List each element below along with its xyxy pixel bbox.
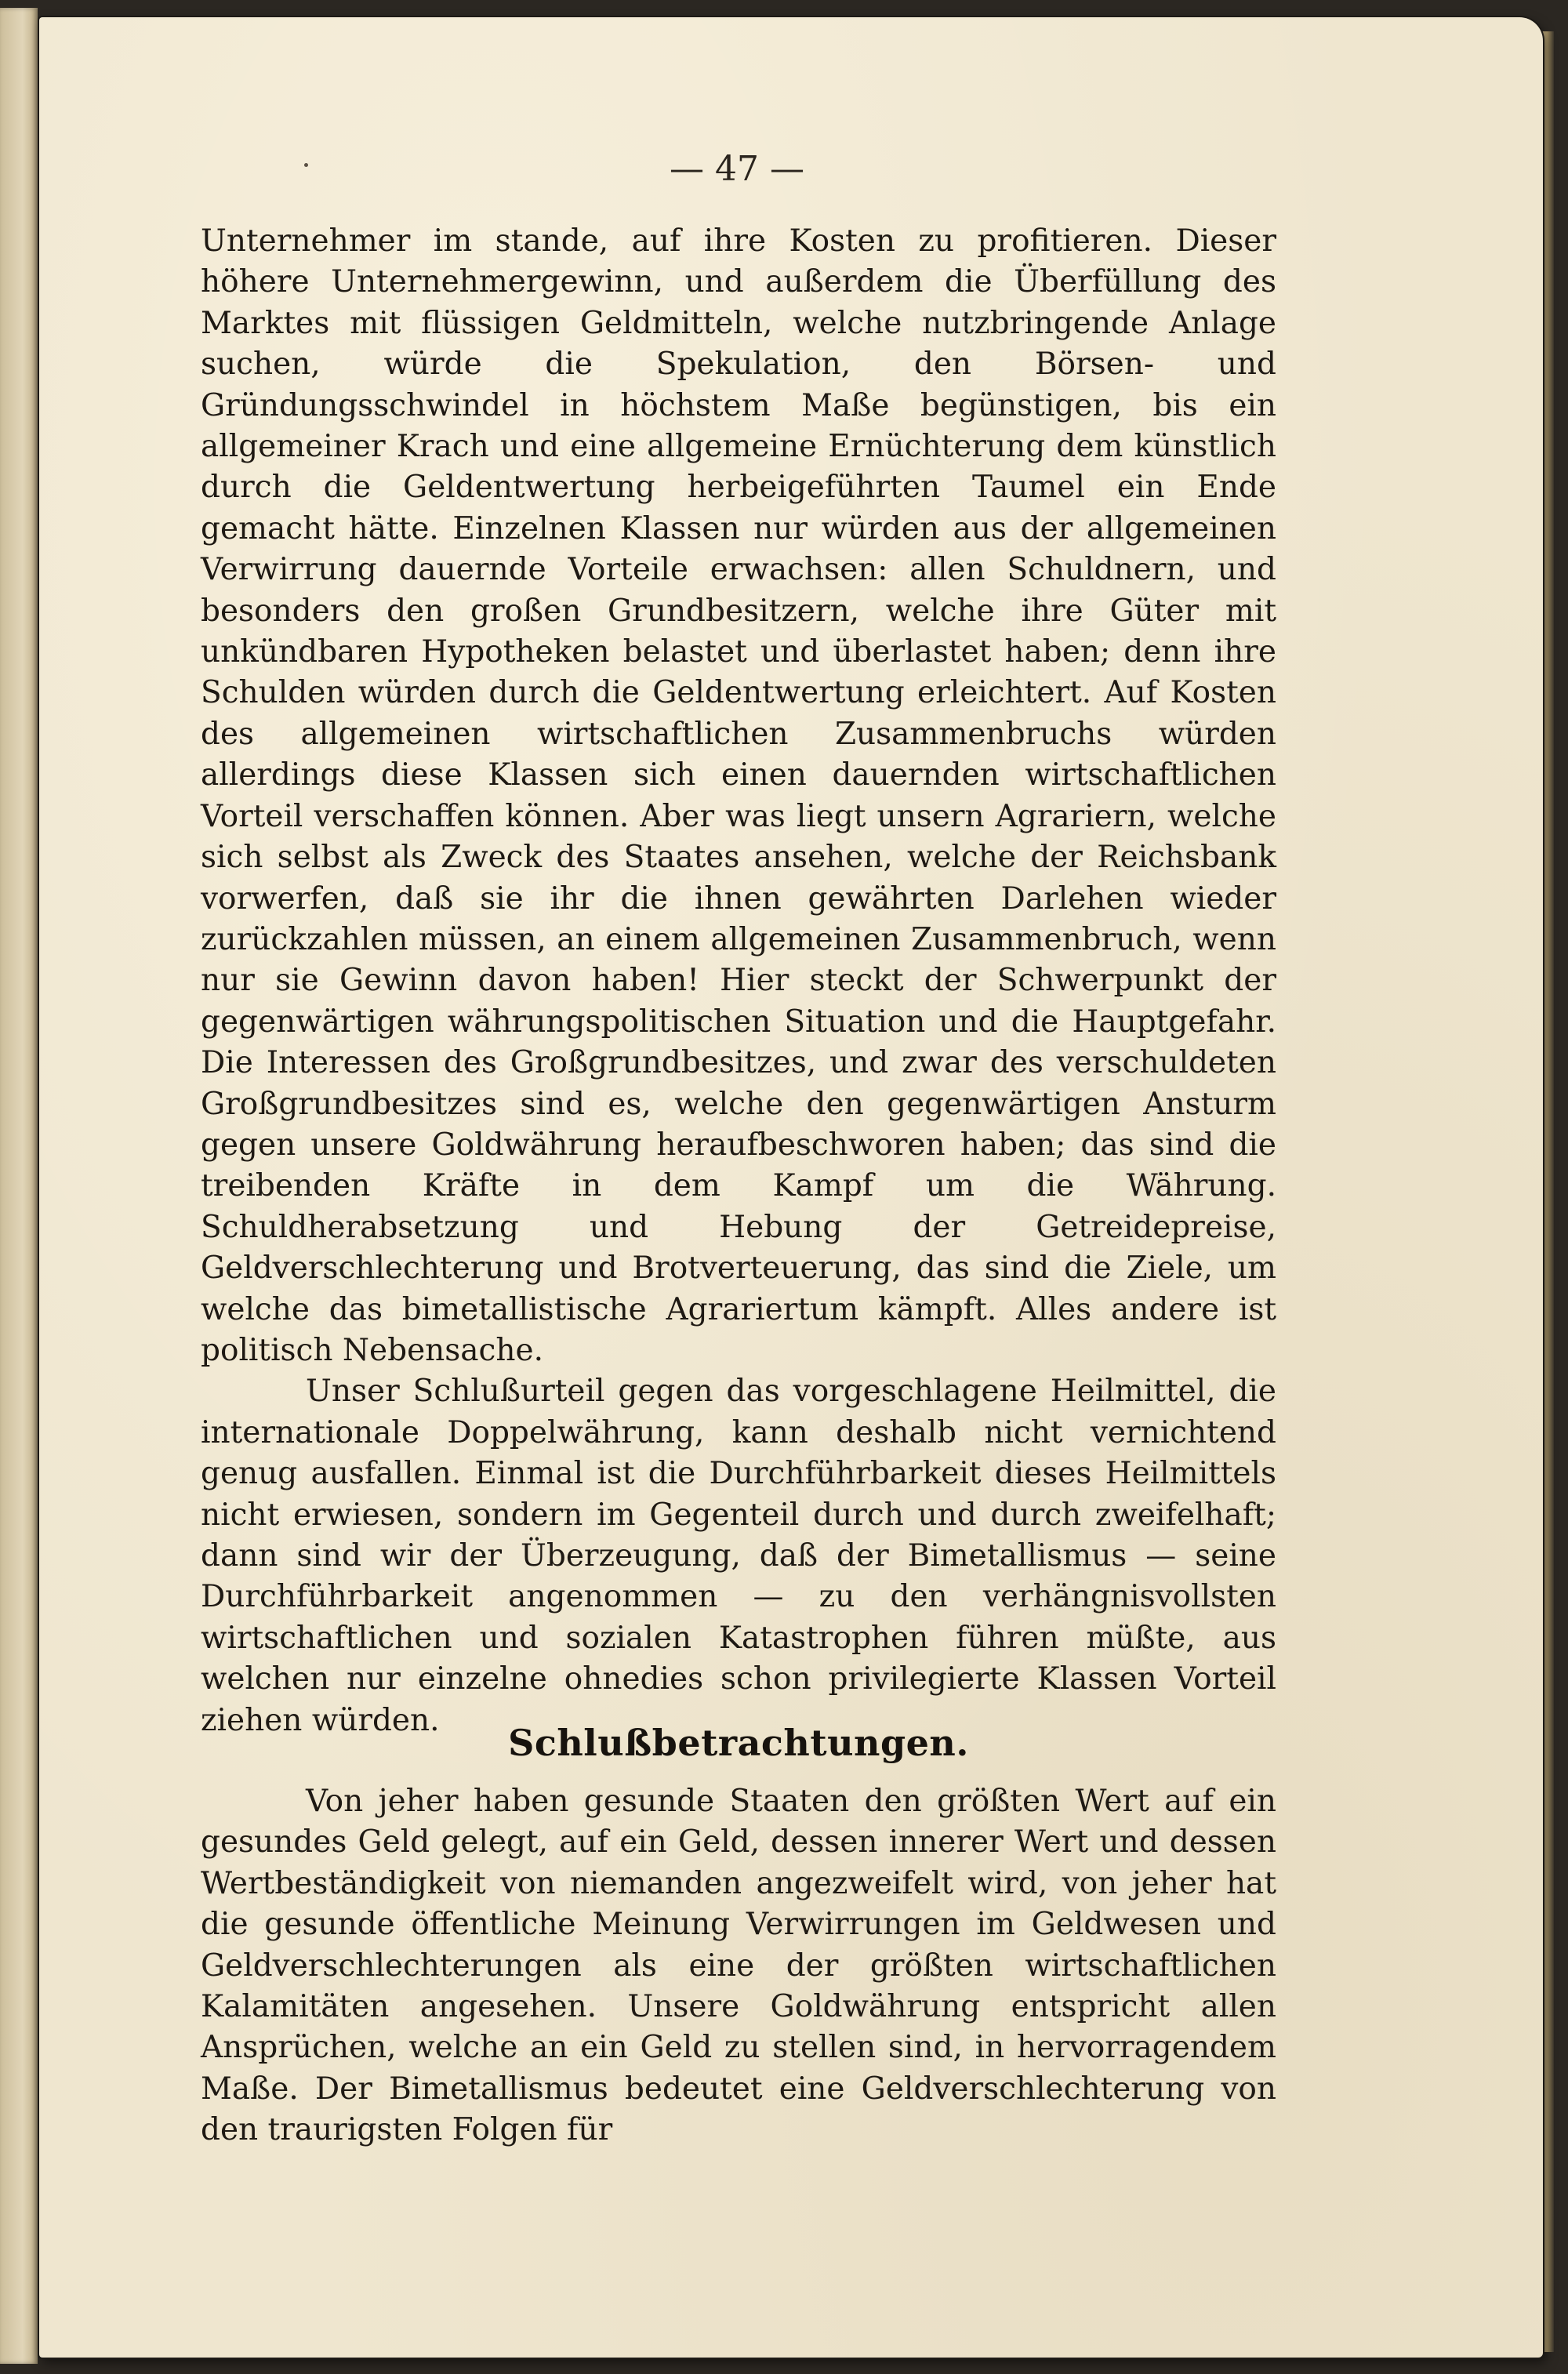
paragraph: Unternehmer im stande, auf ihre Kosten zu profitieren. Dieser höhere Unternehmergewinn, und außerdem die Überfüllung des Marktes mit flüssigen Geldmitteln, welche nutzbringende Anlage suchen, würde die Spekulation, den Börsen- und Gründungsschwindel in höchstem Maße begünstigen, bis ein allgemeiner Krach und eine allgemeine Ernüchterung dem künstlich durch die Geldentwertung herbeigeführten Taumel ein Ende gemacht hätte. Einzelnen Klassen nur würden aus der allgemeinen Verwirrung dauernde Vorteile erwachsen: allen Schuldnern, und besonders den großen Grundbesitzern, welche ihre Güter mit unkündbaren Hypotheken belastet und überlastet haben; denn ihre Schulden würden durch die Geldentwertung erleichtert. Auf Kosten des allgemeinen wirtschaftlichen Zusammenbruchs würden allerdings diese Klassen sich einen dauernden wirtschaftlichen Vorteil verschaffen können. Aber was liegt unsern Agrariern, welche sich selbst als Zweck des Staates ansehen, welche der Reichsbank vorwerfen, daß sie ihr die ihnen gewährten Darlehen wieder zurückzahlen müssen, an einem allgemeinen Zusammenbruch, wenn nur sie Gewinn davon haben! Hier steckt der Schwerpunkt der gegenwärtigen währungspolitischen Situation und die Hauptgefahr. Die Interessen des Großgrundbesitzes, und zwar des verschuldeten Großgrundbesitzes sind es, welche den gegenwärtigen Ansturm gegen unsere Goldwährung heraufbeschworen haben; das sind die treibenden Kräfte in dem Kampf um die Währung. Schuldherabsetzung und Hebung der Getreidepreise, Geldverschlechterung und Brotverteuerung, das sind die Ziele, um welche das bimetallistische Agrariertum kämpft. Alles andere ist politisch Nebensache. xyxy=(201,223,1276,1368)
section-heading: Schlußbetrachtungen. xyxy=(508,1722,969,1764)
page-number: — 47 — xyxy=(670,149,804,189)
ink-speck xyxy=(304,163,308,167)
body-text xyxy=(201,221,1276,1741)
section-body-text xyxy=(201,1781,1276,2151)
previous-page-edge xyxy=(0,8,38,2364)
paragraph: Unser Schlußurteil gegen das vorgeschlagene Heilmittel, die internationale Doppelwährung, kann deshalb nicht vernichtend genug ausfallen. Einmal ist die Durchführbarkeit dieses Heilmittels nicht erwiesen, sondern im Gegenteil durch und durch zweifelhaft; dann sind wir der Überzeugung, daß der Bimetallismus — seine Durchführbarkeit angenommen — zu den verhängnisvollsten wirtschaftlichen und sozialen Katastrophen führen müßte, aus welchen nur einzelne ohnedies schon privilegierte Klassen Vorteil ziehen würden. xyxy=(201,1374,1276,1738)
paragraph: Von jeher haben gesunde Staaten den größten Wert auf ein gesundes Geld gelegt, auf ein Geld, dessen innerer Wert und dessen Wertbeständigkeit von niemanden angezweifelt wird, von jeher hat die gesunde öffentliche Meinung Verwirrungen im Geldwesen und Geldverschlechterungen als eine der größten wirtschaftlichen Kalamitäten angesehen. Unsere Goldwährung entspricht allen Ansprüchen, welche an ein Geld zu stellen sind, in hervorragendem Maße. Der Bimetallismus bedeutet eine Geldverschlechterung von den traurigsten Folgen für xyxy=(201,1784,1276,2148)
